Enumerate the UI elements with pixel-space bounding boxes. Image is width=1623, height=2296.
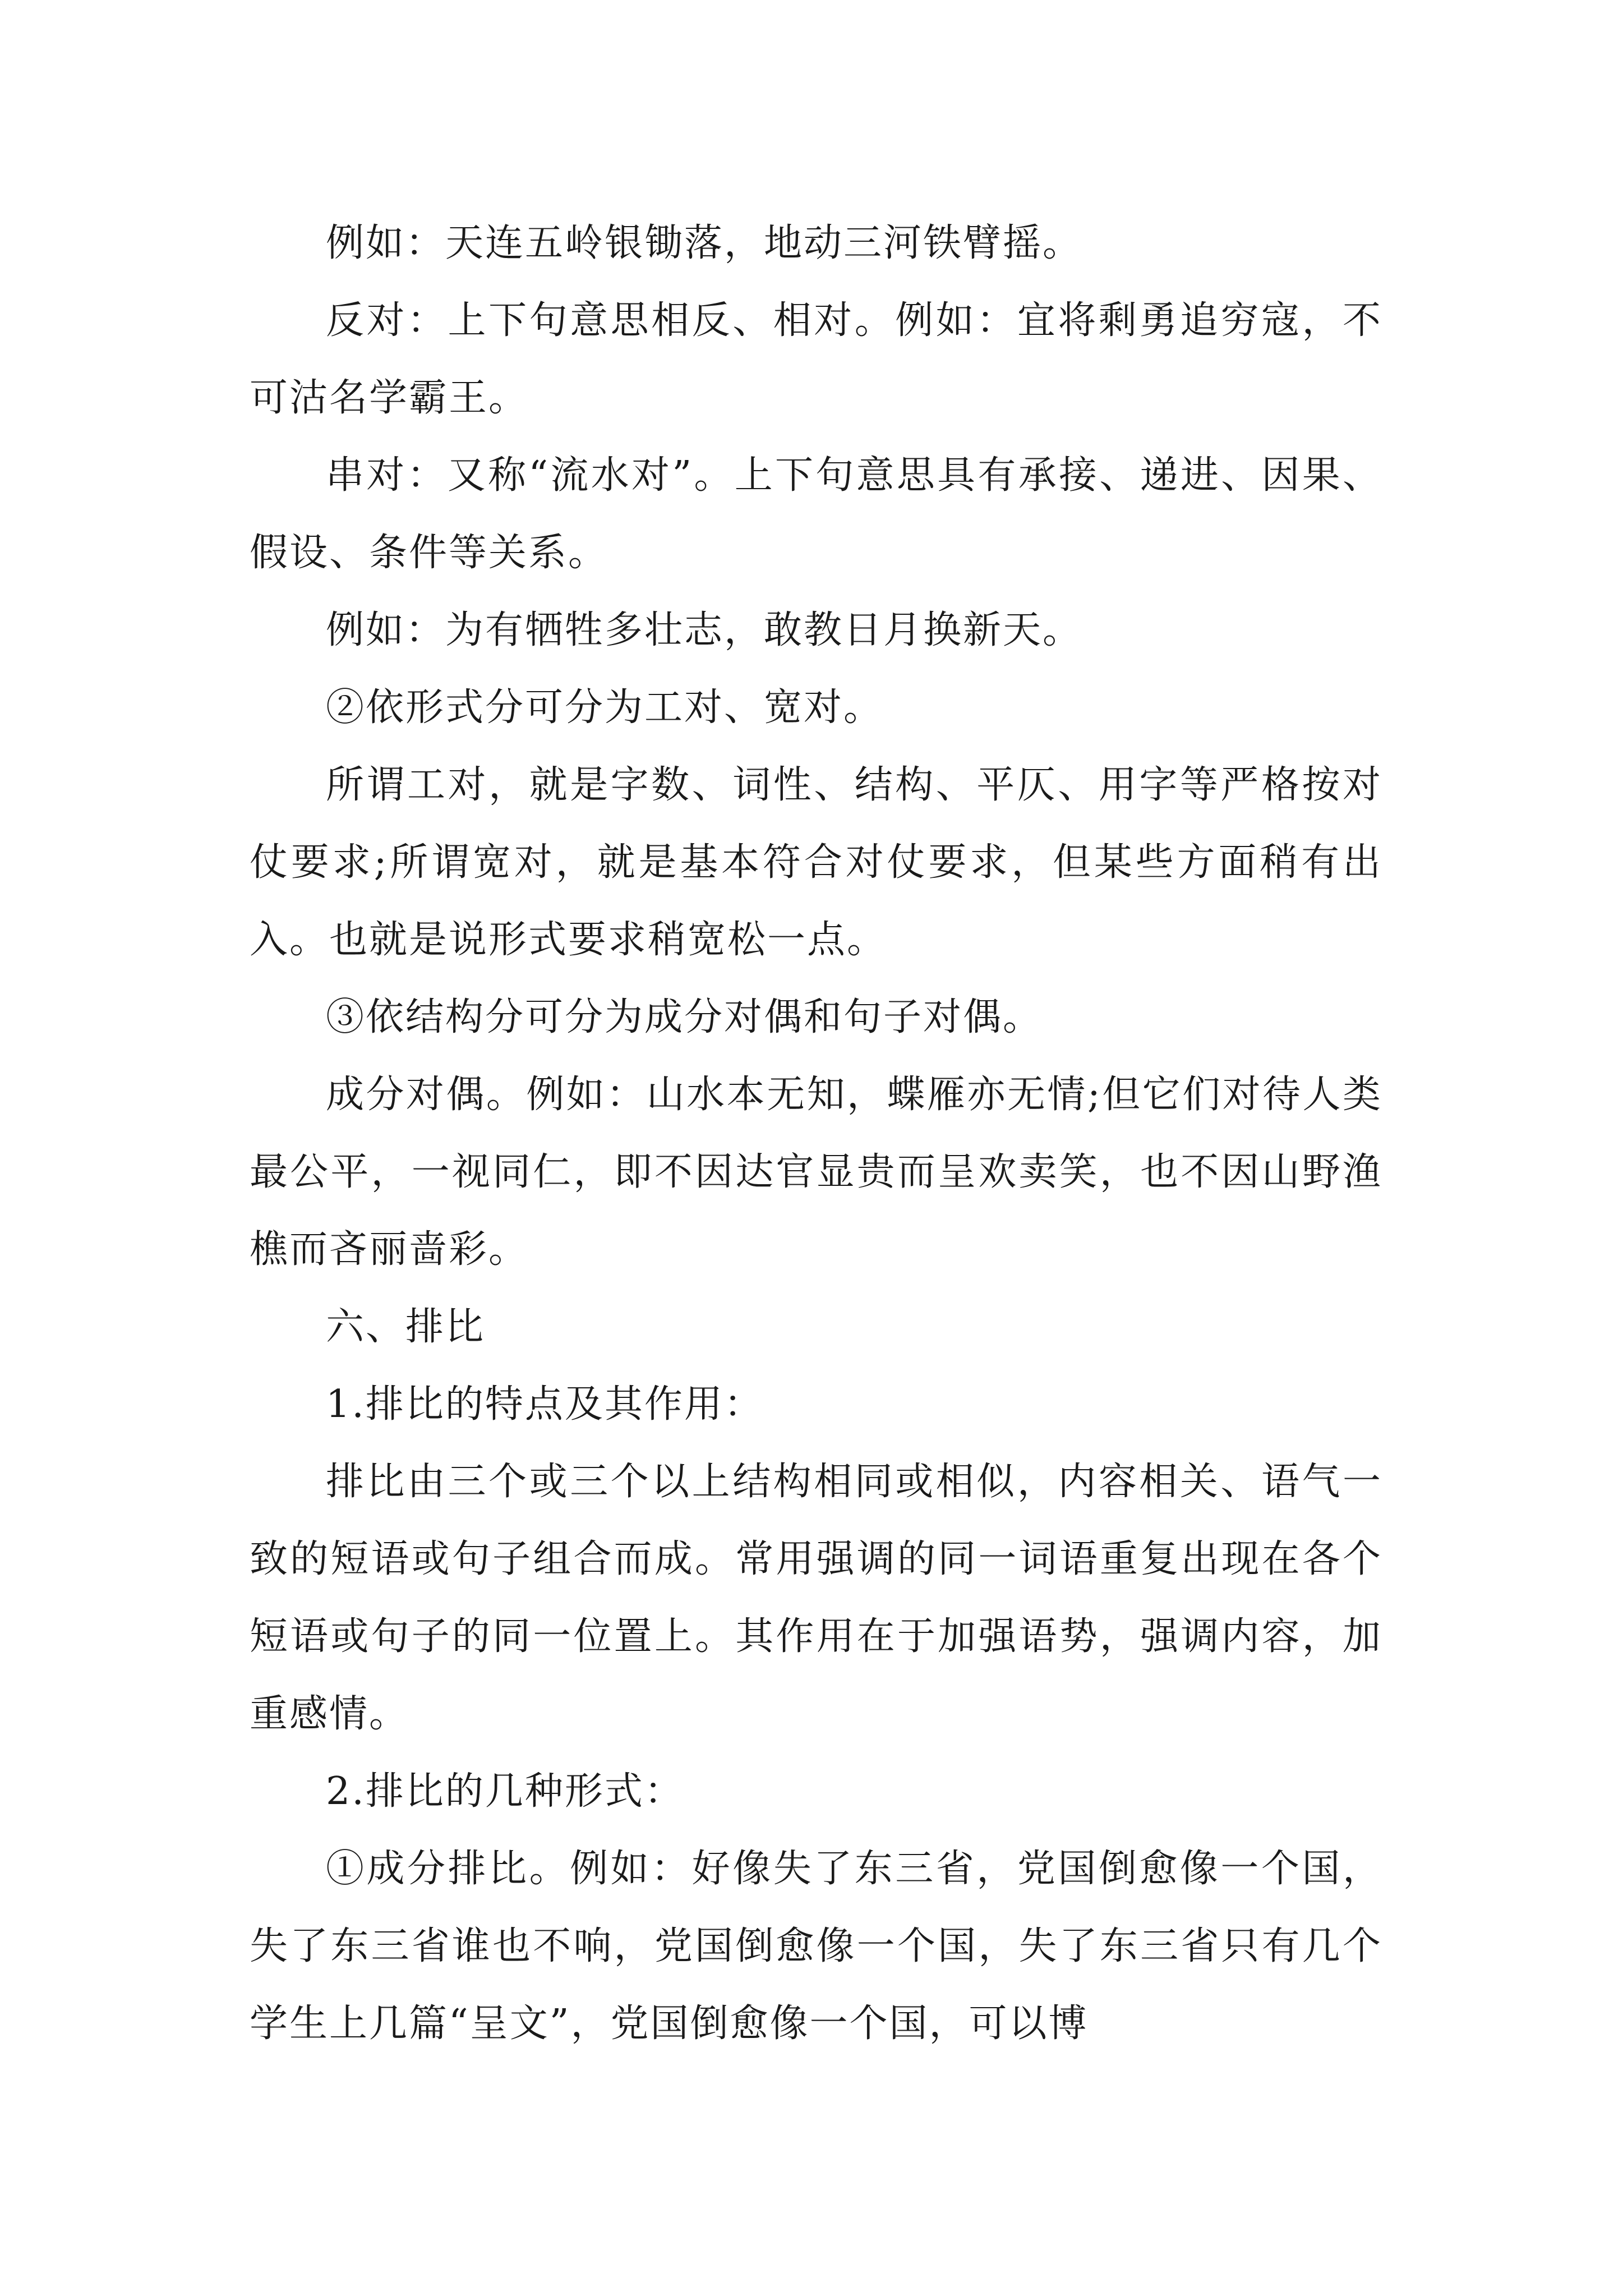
paragraph: 例如：为有牺牲多壮志，敢教日月换新天。 bbox=[326, 608, 1083, 652]
paragraph: 排比由三个或三个以上结构相同或相似，内容相关、语气一致的短语或句子组合而成。常用强调的同一词语重复出现在各个短语或句子的同一位置上。其作用在于加强语势，强调内容，加重感情。 bbox=[250, 1460, 1382, 1736]
paragraph: 所谓工对，就是字数、词性、结构、平仄、用字等严格按对仗要求;所谓宽对，就是基本符合对仗要求，但某些方面稍有出入。也就是说形式要求稍宽松一点。 bbox=[250, 763, 1382, 962]
document-body bbox=[250, 205, 1382, 2063]
paragraph: 反对：上下句意思相反、相对。例如：宜将剩勇追穷寇，不可沽名学霸王。 bbox=[250, 298, 1382, 420]
paragraph: 成分对偶。例如：山水本无知，蝶雁亦无情;但它们对待人类最公平，一视同仁，即不因达官显贵而呈欢卖笑，也不因山野渔樵而吝丽啬彩。 bbox=[250, 1073, 1382, 1272]
paragraph: 串对：又称“流水对”。上下句意思具有承接、递进、因果、假设、条件等关系。 bbox=[250, 453, 1382, 575]
paragraph: ②依形式分可分为工对、宽对。 bbox=[326, 685, 884, 730]
subsection-heading: 1.排比的特点及其作用： bbox=[326, 1382, 764, 1427]
paragraph: ①成分排比。例如：好像失了东三省，党国倒愈像一个国，失了东三省谁也不响，党国倒愈像一个国，失了东三省只有几个学生上几篇“呈文”，党国倒愈像一个国，可以博 bbox=[250, 1847, 1382, 2046]
paragraph: 例如：天连五岭银锄落，地动三河铁臂摇。 bbox=[326, 221, 1083, 265]
subsection-heading: 2.排比的几种形式： bbox=[326, 1769, 684, 1814]
section-heading: 六、排比 bbox=[326, 1305, 486, 1349]
paragraph: ③依结构分可分为成分对偶和句子对偶。 bbox=[326, 995, 1043, 1039]
